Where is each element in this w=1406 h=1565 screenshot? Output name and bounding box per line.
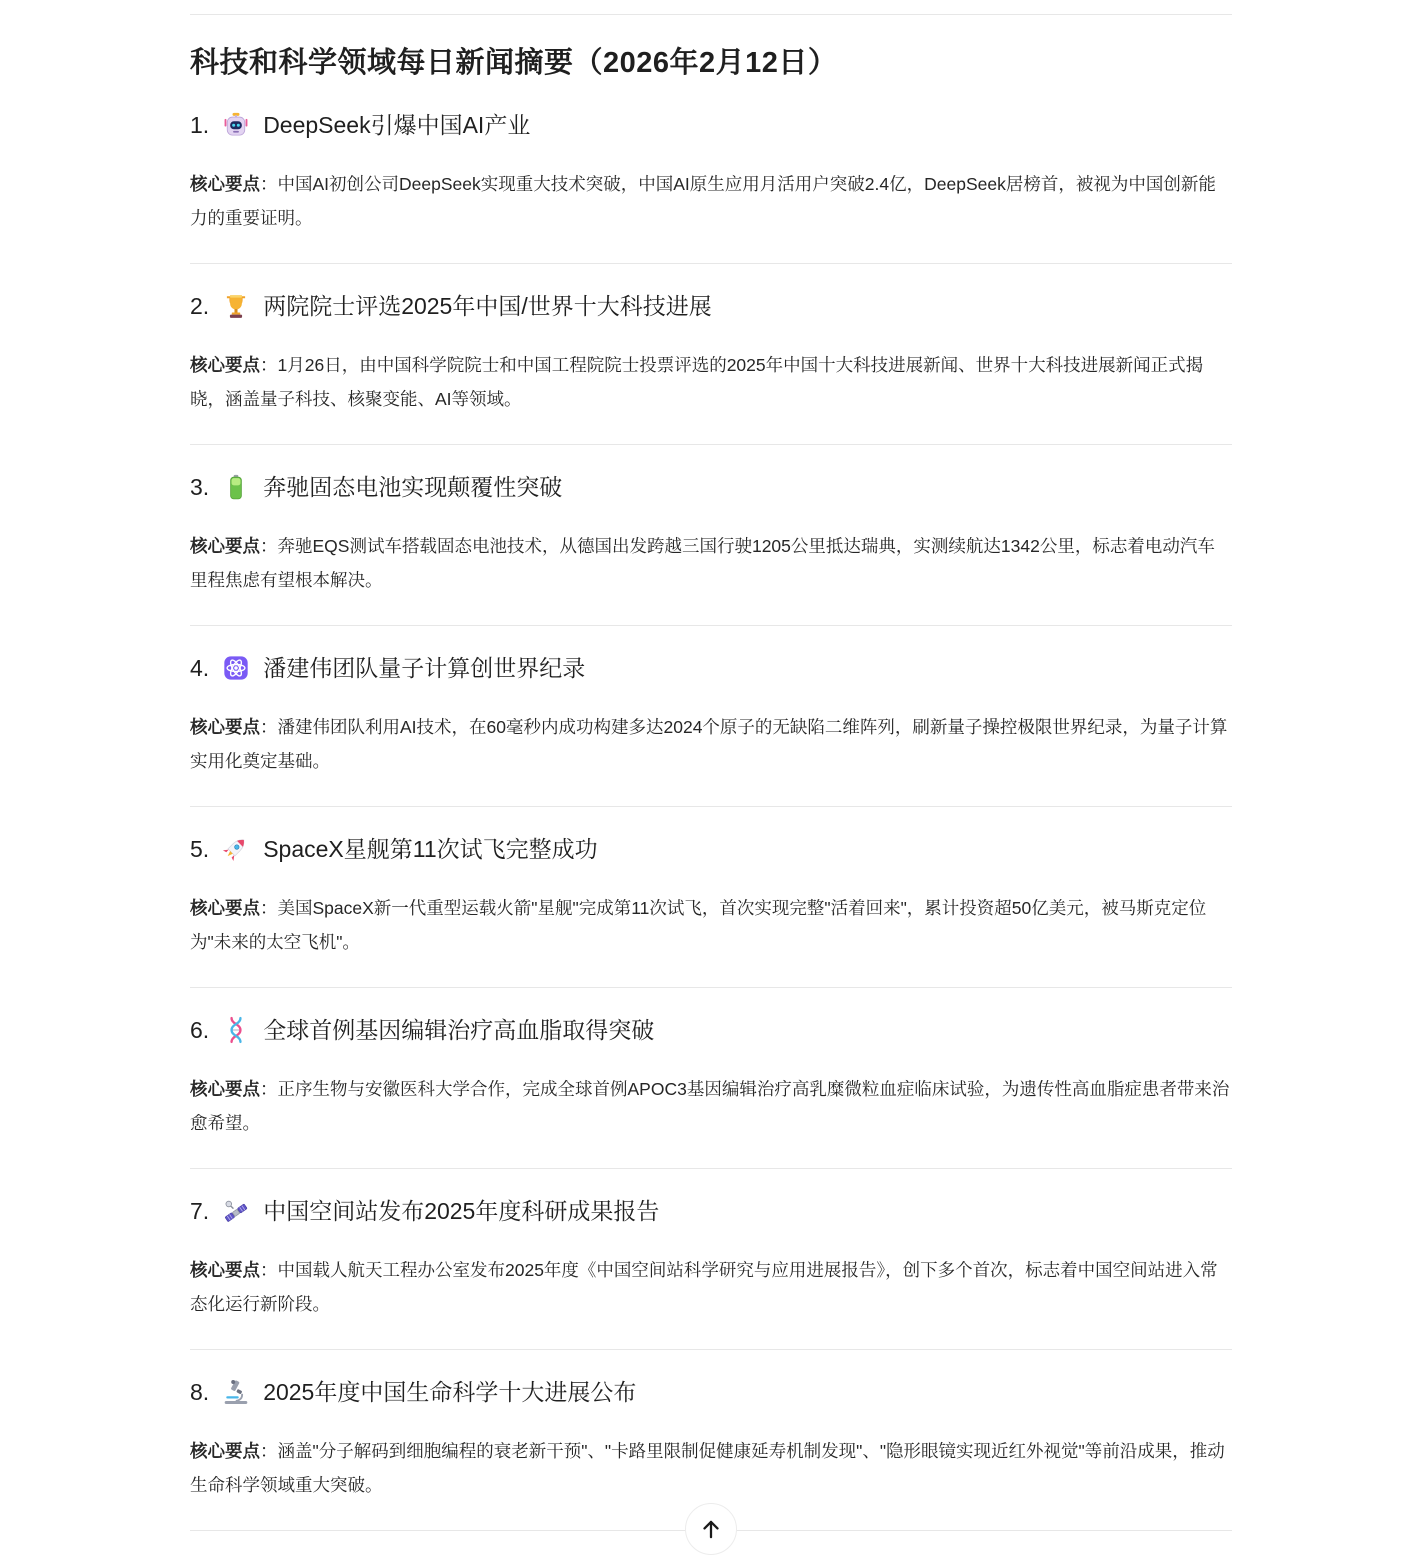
summary-label: 核心要点 xyxy=(190,536,260,556)
summary-label: 核心要点 xyxy=(190,1079,260,1099)
news-item-heading xyxy=(190,288,1232,324)
news-item-heading xyxy=(190,107,1232,143)
microscope-icon xyxy=(222,1378,250,1406)
item-summary xyxy=(190,348,1232,416)
item-number: 6. xyxy=(190,1017,210,1043)
satellite-icon xyxy=(222,1197,250,1225)
dna-icon xyxy=(222,1016,250,1044)
news-item-heading xyxy=(190,1193,1232,1229)
item-number: 1. xyxy=(190,112,210,138)
item-number: 4. xyxy=(190,655,210,681)
item-summary xyxy=(190,167,1232,235)
summary-colon: ： xyxy=(260,1441,278,1461)
item-title: 全球首例基因编辑治疗高血脂取得突破 xyxy=(263,1017,655,1043)
top-divider xyxy=(190,14,1232,15)
item-number: 5. xyxy=(190,836,210,862)
news-item-3 xyxy=(190,445,1232,625)
summary-label: 核心要点 xyxy=(190,1260,260,1280)
summary-label: 核心要点 xyxy=(190,355,260,375)
summary-colon: ： xyxy=(260,536,278,556)
summary-label: 核心要点 xyxy=(190,1441,260,1461)
news-item-2 xyxy=(190,264,1232,444)
summary-colon: ： xyxy=(260,174,278,194)
summary-text: 涵盖"分子解码到细胞编程的衰老新干预"、"卡路里限制促健康延寿机制发现"、"隐形眼镜实现近红外视觉"等前沿成果，推动生命科学领域重大突破。 xyxy=(190,1441,1225,1495)
news-item-5 xyxy=(190,807,1232,987)
news-item-heading xyxy=(190,469,1232,505)
news-item-heading xyxy=(190,1374,1232,1410)
summary-text: 中国AI初创公司DeepSeek实现重大技术突破，中国AI原生应用月活用户突破2.4亿，DeepSeek居榜首，被视为中国创新能力的重要证明。 xyxy=(190,174,1216,228)
scroll-to-top-button[interactable] xyxy=(685,1503,737,1555)
page-title: 科技和科学领域每日新闻摘要（2026年2月12日） xyxy=(190,47,838,79)
news-item-4 xyxy=(190,626,1232,806)
summary-text: 奔驰EQS测试车搭载固态电池技术，从德国出发跨越三国行驶1205公里抵达瑞典，实测续航达1342公里，标志着电动汽车里程焦虑有望根本解决。 xyxy=(190,536,1215,590)
summary-label: 核心要点 xyxy=(190,898,260,918)
item-title: DeepSeek引爆中国AI产业 xyxy=(263,112,531,138)
summary-text: 美国SpaceX新一代重型运载火箭"星舰"完成第11次试飞，首次实现完整"活着回来"，累计投资超50亿美元，被马斯克定位为"未来的太空飞机"。 xyxy=(190,898,1207,952)
robot-icon xyxy=(222,111,250,139)
summary-label: 核心要点 xyxy=(190,174,260,194)
item-summary xyxy=(190,1434,1232,1502)
news-item-7 xyxy=(190,1169,1232,1349)
item-summary xyxy=(190,529,1232,597)
summary-colon: ： xyxy=(260,1079,278,1099)
footer xyxy=(190,1530,1232,1531)
item-number: 7. xyxy=(190,1198,210,1224)
item-title: 2025年度中国生命科学十大进展公布 xyxy=(263,1379,637,1405)
summary-text: 1月26日，由中国科学院院士和中国工程院院士投票评选的2025年中国十大科技进展新闻、世界十大科技进展新闻正式揭晓，涵盖量子科技、核聚变能、AI等领域。 xyxy=(190,355,1204,409)
item-summary xyxy=(190,710,1232,778)
summary-text: 正序生物与安徽医科大学合作，完成全球首例APOC3基因编辑治疗高乳糜微粒血症临床试验，为遗传性高血脂症患者带来治愈希望。 xyxy=(190,1079,1230,1133)
battery-icon xyxy=(222,473,250,501)
summary-colon: ： xyxy=(260,1260,278,1280)
news-item-6 xyxy=(190,988,1232,1168)
news-item-1 xyxy=(190,83,1232,263)
page xyxy=(0,14,1406,1565)
item-title: SpaceX星舰第11次试飞完整成功 xyxy=(263,836,598,862)
item-title: 两院院士评选2025年中国/世界十大科技进展 xyxy=(263,293,712,319)
item-summary xyxy=(190,891,1232,959)
item-summary xyxy=(190,1253,1232,1321)
item-number: 2. xyxy=(190,293,210,319)
rocket-icon xyxy=(222,835,250,863)
news-item-heading xyxy=(190,831,1232,867)
item-title: 潘建伟团队量子计算创世界纪录 xyxy=(263,655,586,681)
summary-colon: ： xyxy=(260,717,278,737)
item-title: 中国空间站发布2025年度科研成果报告 xyxy=(263,1198,660,1224)
arrow-up-icon xyxy=(698,1516,724,1542)
summary-text: 中国载人航天工程办公室发布2025年度《中国空间站科学研究与应用进展报告》，创下多个首次，标志着中国空间站进入常态化运行新阶段。 xyxy=(190,1260,1218,1314)
atom-icon xyxy=(222,654,250,682)
news-item-heading xyxy=(190,650,1232,686)
summary-label: 核心要点 xyxy=(190,717,260,737)
summary-colon: ： xyxy=(260,898,278,918)
article xyxy=(190,14,1232,1531)
item-number: 8. xyxy=(190,1379,210,1405)
item-summary xyxy=(190,1072,1232,1140)
trophy-icon xyxy=(222,292,250,320)
item-number: 3. xyxy=(190,474,210,500)
news-item-heading xyxy=(190,1012,1232,1048)
item-title: 奔驰固态电池实现颠覆性突破 xyxy=(263,474,563,500)
summary-colon: ： xyxy=(260,355,278,375)
summary-text: 潘建伟团队利用AI技术，在60毫秒内成功构建多达2024个原子的无缺陷二维阵列，刷新量子操控极限世界纪录，为量子计算实用化奠定基础。 xyxy=(190,717,1228,771)
